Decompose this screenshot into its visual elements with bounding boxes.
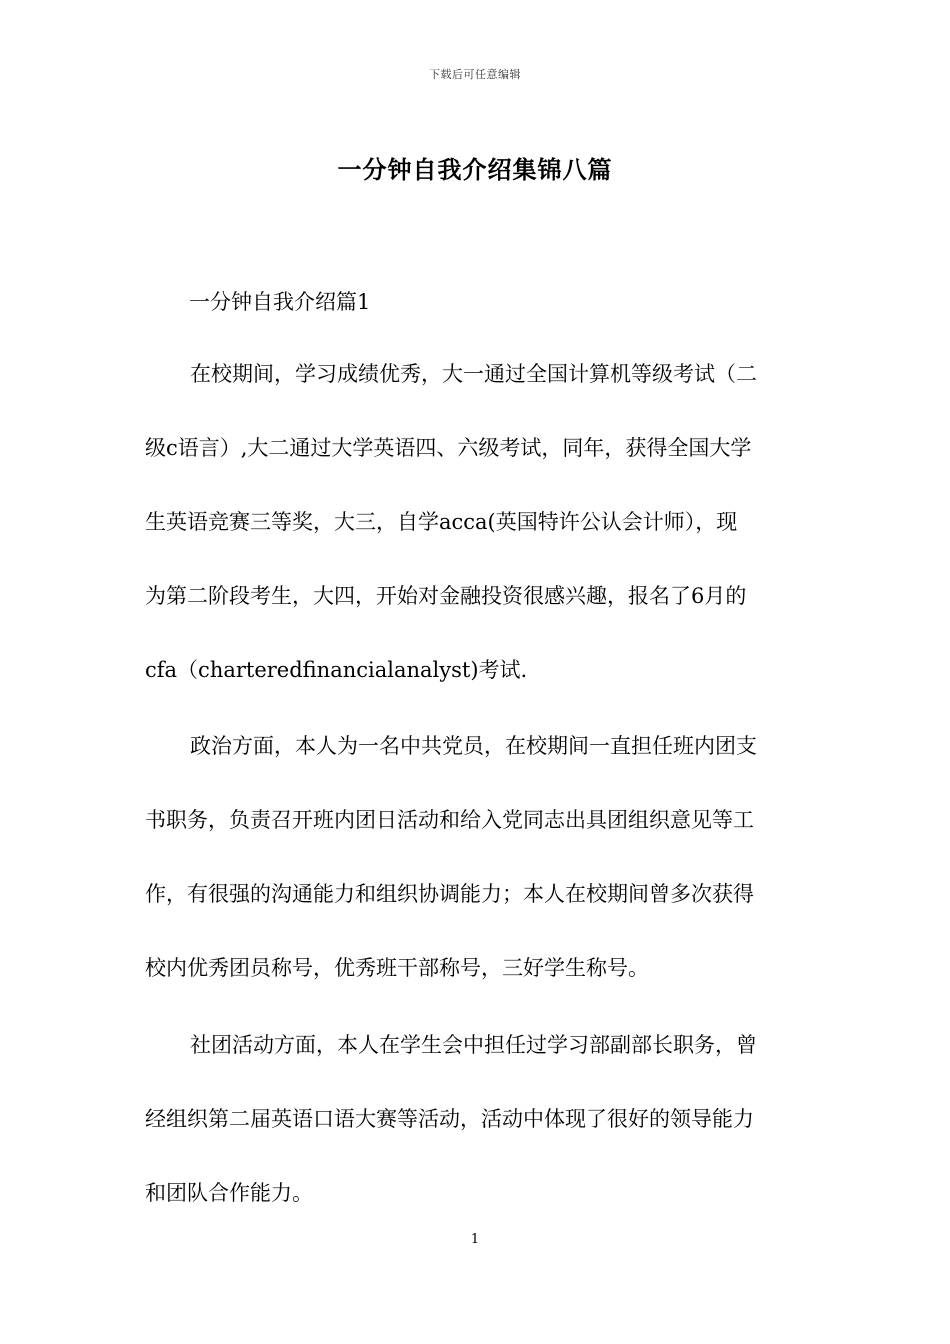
paragraph-line: 校内优秀团员称号，优秀班干部称号，三好学生称号。 xyxy=(145,956,649,980)
paragraph-line: 级c语言）,大二通过大学英语四、六级考试，同年，获得全国大学 xyxy=(145,436,752,460)
document-title: 一分钟自我介绍集锦八篇 xyxy=(337,155,613,184)
paragraph-line: 和团队合作能力。 xyxy=(145,1181,313,1205)
paragraph-line: 经组织第二届英语口语大赛等活动，活动中体现了很好的领导能力 xyxy=(145,1107,754,1131)
header-note: 下载后可任意编辑 xyxy=(429,68,521,81)
paragraph-3 xyxy=(145,1008,805,1230)
paragraph-line: 书职务，负责召开班内团日活动和给入党同志出具团组织意见等工 xyxy=(145,808,754,832)
paragraph-line: cfa（charteredfinancialanalyst)考试. xyxy=(145,658,528,682)
section-heading: 一分钟自我介绍篇1 xyxy=(189,290,371,314)
paragraph-line: 政治方面，本人为一名中共党员，在校期间一直担任班内团支 xyxy=(190,734,757,758)
paragraph-line: 生英语竞赛三等奖，大三，自学acca(英国特许公认会计师），现 xyxy=(145,510,738,534)
paragraph-line: 作，有很强的沟通能力和组织协调能力；本人在校期间曾多次获得 xyxy=(145,882,754,906)
paragraph-line: 为第二阶段考生，大四，开始对金融投资很感兴趣，报名了6月的 xyxy=(145,584,747,608)
paragraph-line: 在校期间，学习成绩优秀，大一通过全国计算机等级考试（二 xyxy=(190,362,757,386)
paragraph-1 xyxy=(145,337,805,707)
page-number: 1 xyxy=(470,1232,480,1247)
paragraph-line: 社团活动方面，本人在学生会中担任过学习部副部长职务，曾 xyxy=(190,1033,757,1057)
paragraph-2 xyxy=(145,709,805,1005)
